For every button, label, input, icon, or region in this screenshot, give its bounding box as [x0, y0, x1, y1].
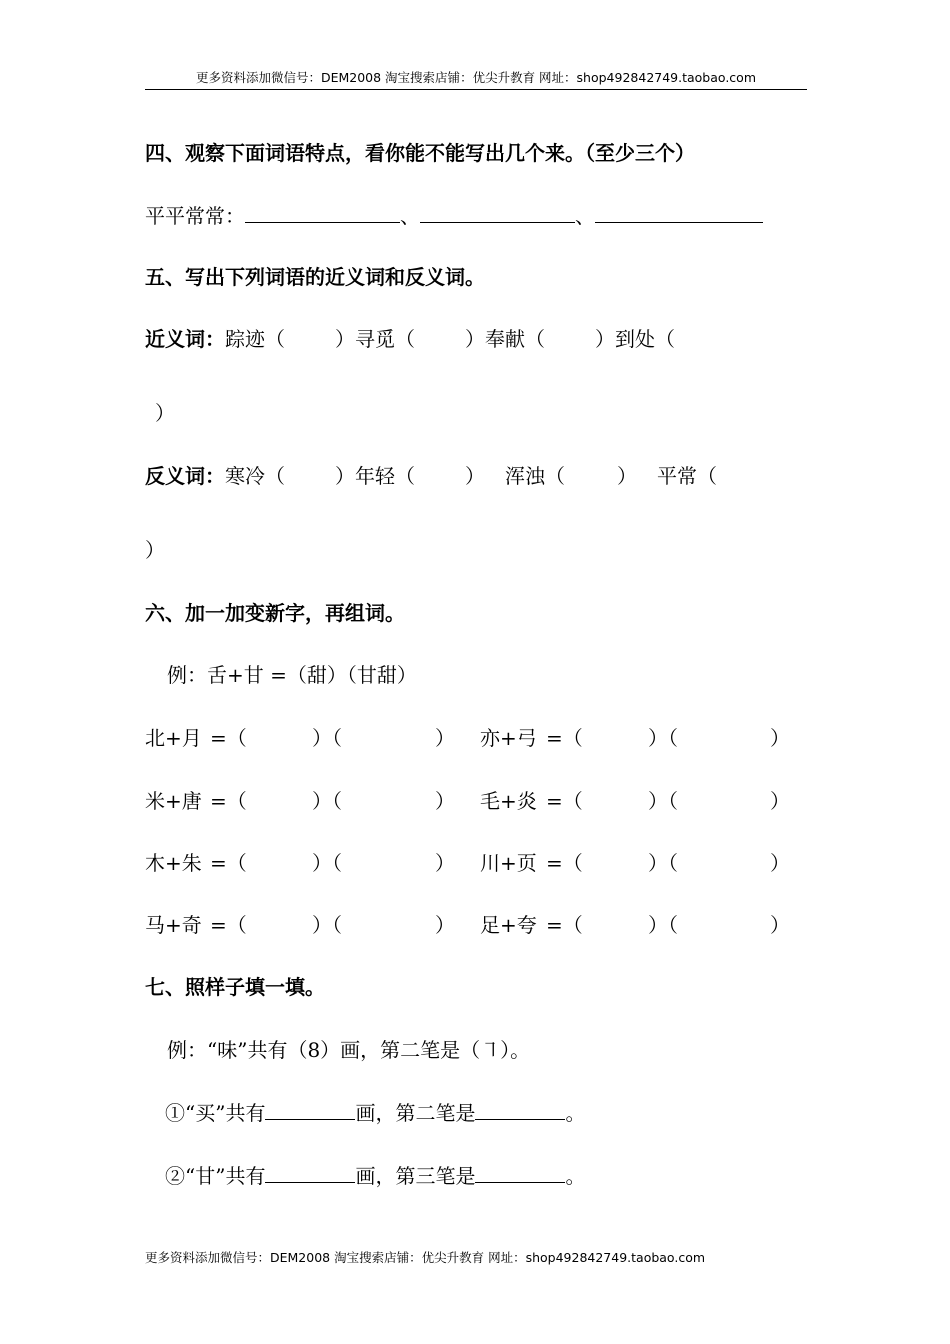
mid-l2: ）（: [312, 789, 342, 813]
q1-part-a: ①“买”共有: [165, 1101, 266, 1125]
close-l2: ）: [435, 789, 455, 813]
section-4-title: 四、观察下面词语特点，看你能不能写出几个来。（至少三个）: [145, 141, 695, 165]
mid-l3: ）（: [312, 851, 342, 875]
question-2: [165, 1162, 585, 1189]
right-item-3: 川+页: [480, 851, 537, 875]
q2-end: 。: [565, 1164, 586, 1188]
section-4-line: [145, 202, 763, 229]
section-6-title: 六、加一加变新字，再组词。: [145, 601, 405, 625]
s4-prefix: 平平常常：: [145, 204, 245, 228]
sep-2: 、: [575, 204, 595, 228]
q2-part-a: ②“甘”共有: [165, 1164, 266, 1188]
close-l3: ）: [435, 851, 455, 875]
left-item-2: 米+唐: [145, 789, 202, 813]
eq-l3: =（: [210, 851, 247, 875]
close-r1: ）: [770, 726, 790, 750]
eq-r3: =（: [546, 851, 583, 875]
ant-word-5: ）: [617, 464, 637, 488]
ant-word-3: ）: [465, 464, 485, 488]
q2-part-b: 画，第三笔是: [355, 1164, 476, 1188]
q2-blank-1[interactable]: [265, 1162, 355, 1183]
blank-2[interactable]: [420, 202, 575, 223]
ant-word-6: 平常（: [657, 464, 717, 488]
antonym-line: [145, 463, 717, 489]
right-item-2: 毛+炎: [480, 789, 537, 813]
section-7-example: 例：“味”共有（8）画，第二笔是（㇕）。: [167, 1038, 531, 1062]
q1-blank-2[interactable]: [475, 1099, 565, 1120]
mid-r4: ）（: [648, 913, 678, 937]
blank-1[interactable]: [245, 202, 400, 223]
synonym-label: 近义词：: [145, 327, 225, 351]
eq-r2: =（: [546, 789, 583, 813]
mid-r2: ）（: [648, 789, 678, 813]
q1-part-b: 画，第二笔是: [355, 1101, 476, 1125]
q1-blank-1[interactable]: [265, 1099, 355, 1120]
synonym-line: [145, 326, 675, 352]
q1-end: 。: [565, 1101, 586, 1125]
mid-r3: ）（: [648, 851, 678, 875]
close-l4: ）: [435, 913, 455, 937]
eq-l2: =（: [210, 789, 247, 813]
left-item-4: 马+奇: [145, 913, 202, 937]
syn-word-4: ）到处（: [595, 327, 675, 351]
syn-word-1: 踪迹（: [225, 327, 285, 351]
syn-word-2: ）寻觅（: [335, 327, 415, 351]
q2-blank-2[interactable]: [475, 1162, 565, 1183]
right-item-4: 足+夸: [480, 913, 537, 937]
close-r2: ）: [770, 789, 790, 813]
eq-r4: =（: [546, 913, 583, 937]
left-item-3: 木+朱: [145, 851, 202, 875]
mid-r1: ）（: [648, 726, 678, 750]
section-6-example: 例：舌+甘 =（甜）（甘甜）: [167, 663, 417, 687]
page-header: 更多资料添加微信号：DEM2008 淘宝搜索店铺：优尖升教育 网址：shop492842749.taobao.com: [145, 68, 807, 90]
sep-1: 、: [400, 204, 420, 228]
eq-l4: =（: [210, 913, 247, 937]
antonym-close: ）: [145, 538, 165, 562]
ant-word-4: 浑浊（: [505, 464, 565, 488]
ant-word-1: 寒冷（: [225, 464, 285, 488]
close-l1: ）: [435, 726, 455, 750]
antonym-label: 反义词：: [145, 464, 225, 488]
eq-l1: =（: [210, 726, 247, 750]
page-footer: 更多资料添加微信号：DEM2008 淘宝搜索店铺：优尖升教育 网址：shop492842749.taobao.com: [145, 1250, 706, 1265]
eq-r1: =（: [546, 726, 583, 750]
left-item-1: 北+月: [145, 726, 202, 750]
question-1: [165, 1099, 585, 1126]
section-7-title: 七、照样子填一填。: [145, 975, 325, 999]
mid-l4: ）（: [312, 913, 342, 937]
ant-word-2: ）年轻（: [335, 464, 415, 488]
mid-l1: ）（: [312, 726, 342, 750]
close-r3: ）: [770, 851, 790, 875]
right-item-1: 亦+弓: [480, 726, 537, 750]
synonym-close: ）: [155, 401, 175, 425]
section-5-title: 五、写出下列词语的近义词和反义词。: [145, 265, 485, 289]
close-r4: ）: [770, 913, 790, 937]
syn-word-3: ）奉献（: [465, 327, 545, 351]
blank-3[interactable]: [595, 202, 763, 223]
